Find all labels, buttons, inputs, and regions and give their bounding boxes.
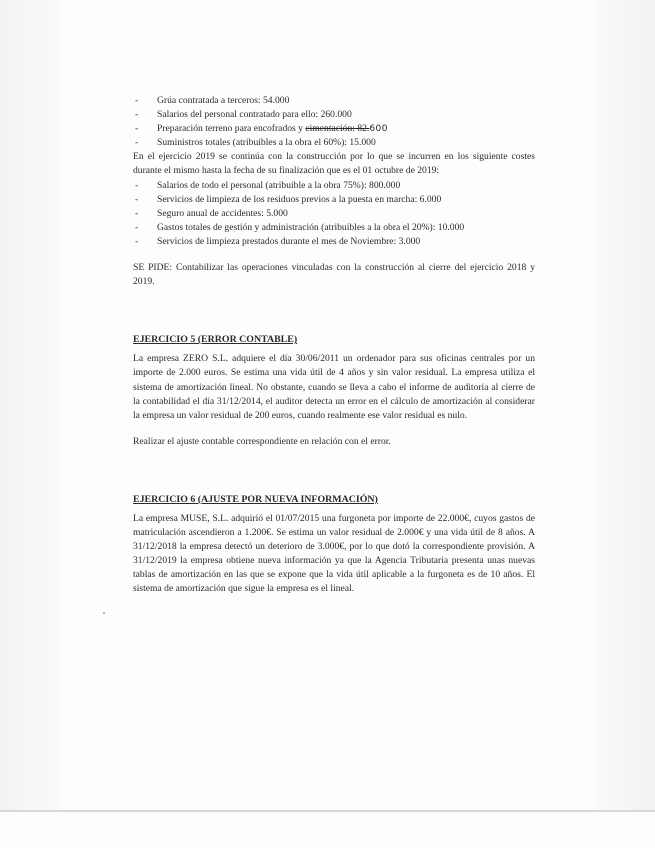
list-item-preparation [133,122,535,136]
list-item: - Grúa contratada a terceros: 54.000 [133,94,535,108]
page-shadow-left [0,0,62,810]
document-content [133,94,535,597]
list-item: - Suministros totales (atribuibles a la obra el 60%): 15.000 [133,136,535,150]
spacer [133,289,535,333]
se-pide-paragraph: SE PIDE: Contabilizar las operaciones vinculadas con la construcción al cierre del ejercicio 2018 y 2019. [133,262,535,288]
list-item: - Salarios de todo el personal (atribuible a la obra 75%): 800.000 [133,179,535,193]
ejercicio-6-title: EJERCICIO 6 (AJUSTE POR NUEVA INFORMACIÓN) [133,493,378,505]
margin-dot [103,612,105,614]
list-item: - Salarios del personal contratado para ello: 260.000 [133,108,535,122]
spacer [133,449,535,493]
ejercicio-5-task: Realizar el ajuste contable correspondiente en relación con el error. [133,435,391,447]
list-item: - Gastos totales de gestión y administración (atribuibles a la obra el 20%): 10.000 [133,221,535,235]
page-bottom-edge [0,810,655,812]
intro-2019-paragraph: En el ejercicio 2019 se continúa con la construcción por lo que se incurren en los siguiente costes durante el mismo hasta la fecha de su finalización que es el 01 octubre de 2019: [133,151,535,177]
spacer [133,249,535,261]
ejercicio-6-body: La empresa MUSE, S.L. adquirió el 01/07/2015 una furgoneta por importe de 22.000€, cuyos gastos de matriculación ascendieron a 1.200€. Se estima un valor residual de 2.000€ y una vida útil de 8 años. A 31/12/2018 la empresa detectó un deterioro de 3.000€, por lo que dotó la correspondiente provisión. A 31/12/2019 la empresa obtiene nueva información ya que la Agencia Tributaria presenta unas nuevas tablas de amortización en las que se expone que la vida útil aplicable a la furgoneta es de 10 años. El sistema de amortización que sigue la empresa es el lineal. [133,512,535,595]
list-item: - Servicios de limpieza prestados durante el mes de Noviembre: 3.000 [133,235,535,249]
struck-text: cimentación: 82. [305,123,370,135]
spacer [133,423,535,435]
list-item: - Servicios de limpieza de los residuos previos a la puesta en marcha: 6.000 [133,193,535,207]
costs-2019-list [133,179,535,249]
ejercicio-5-body: La empresa ZERO S.L. adquiere el día 30/06/2011 un ordenador para sus oficinas centrales por un importe de 2.000 euros. Se estima una vida útil de 4 años y sin valor residual. La empresa utiliza el sistema de amortización lineal. No obstante, cuando se lleva a cabo el informe de auditoría al cierre de la contabilidad el día 31/12/2014, el auditor detecta un error en el cálculo de amortización al considerar la empresa un valor residual de 200 euros, cuando realmente ese valor residual es nulo. [133,353,535,421]
ejercicio-5-title: EJERCICIO 5 (ERROR CONTABLE) [133,334,298,346]
costs-2018-list [133,94,535,150]
page-shadow-right [595,0,655,810]
handwritten-correction: 600 [369,124,389,135]
list-item: - Seguro anual de accidentes: 5.000 [133,207,535,221]
prep-text: Preparación terreno para encofrados y [157,123,306,135]
